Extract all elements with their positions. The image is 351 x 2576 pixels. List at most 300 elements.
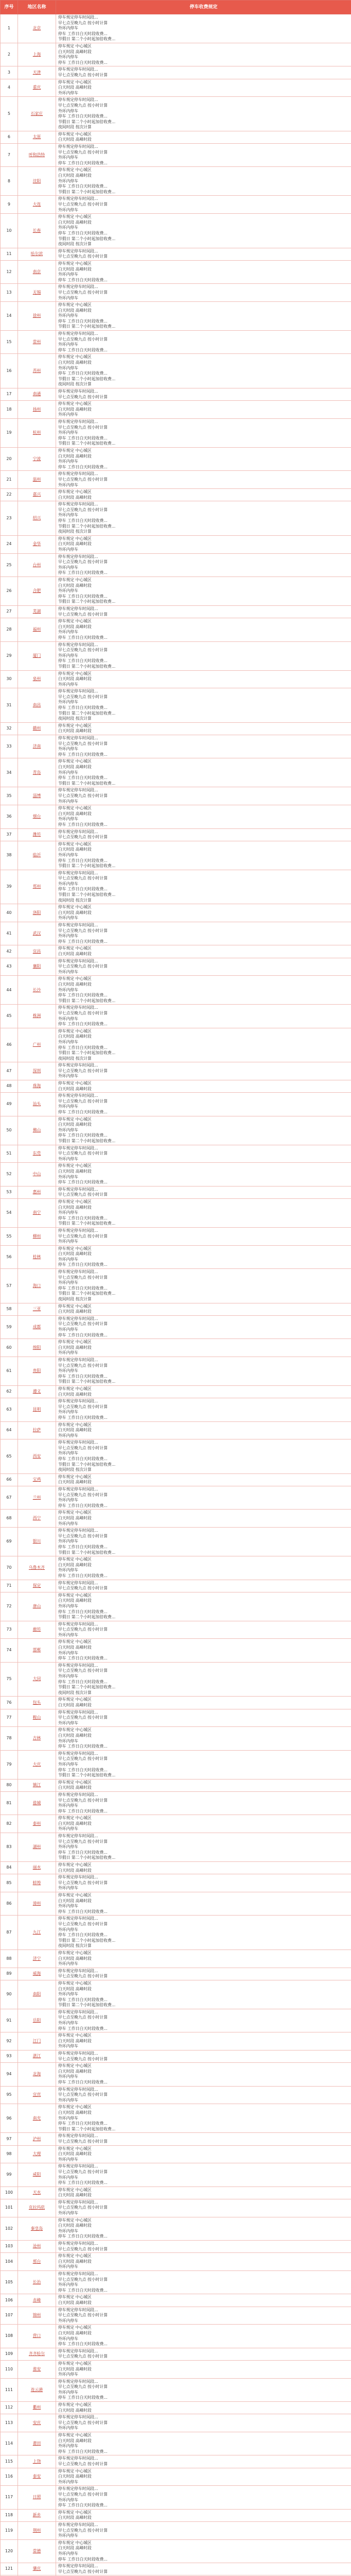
schedule-line: 停车规定停车时间段... <box>58 736 98 741</box>
city-link[interactable]: 莆田 <box>32 2441 41 2446</box>
city-link[interactable]: 兰州 <box>32 1495 41 1500</box>
table-row <box>1 1556 351 1580</box>
row-number: 75 <box>1 1662 18 1697</box>
city-link[interactable]: 拉萨 <box>32 1428 41 1433</box>
city-link[interactable]: 洛阳 <box>32 910 41 915</box>
city-link[interactable]: 泰安 <box>32 2474 41 2479</box>
city-link[interactable]: 上海 <box>32 52 41 57</box>
table-row <box>1 945 351 958</box>
schedule-cell <box>56 131 351 143</box>
city-link[interactable]: 宜昌 <box>32 948 41 954</box>
schedule-line: 外环内停车 <box>58 2211 78 2216</box>
city-link[interactable]: 福州 <box>32 627 41 632</box>
row-number: 74 <box>1 1639 18 1662</box>
city-link[interactable]: 石家庄 <box>30 111 43 116</box>
city-link[interactable]: 济南 <box>32 743 41 749</box>
city-link[interactable]: 蚌埠 <box>32 1880 41 1885</box>
city-link[interactable]: 苏州 <box>32 368 41 373</box>
city-link[interactable]: 扬州 <box>32 406 41 412</box>
city-link[interactable]: 三亚 <box>32 1306 41 1311</box>
city-link[interactable]: 鞍山 <box>32 1715 41 1720</box>
city-cell <box>18 1892 56 1916</box>
city-cell <box>18 2217 56 2240</box>
header-city: 地区名称 <box>18 1 56 14</box>
schedule-line: 早七点至晚九点 按小时计算 <box>58 2528 108 2533</box>
city-cell <box>18 1833 56 1862</box>
city-link[interactable]: 珠海 <box>32 1083 41 1089</box>
schedule-line: 外环内停车 <box>58 630 78 635</box>
city-link[interactable]: 营口 <box>32 2333 41 2338</box>
schedule-cell <box>56 1062 351 1080</box>
schedule-cell <box>56 1697 351 1709</box>
schedule-cell <box>56 1556 351 1580</box>
row-number: 110 <box>1 2360 18 2378</box>
row-number: 18 <box>1 401 18 419</box>
row-number: 58 <box>1 1303 18 1315</box>
schedule-line: 早七点至晚九点 按小时计算 <box>58 425 108 430</box>
city-cell <box>18 14 56 43</box>
schedule-line: 外环内停车 <box>58 295 78 300</box>
city-cell <box>18 2521 56 2539</box>
city-link[interactable]: 郑州 <box>32 884 41 889</box>
schedule-line: 停车 工作日白天时段收费... <box>58 2503 108 2508</box>
schedule-line: 停车规定停车时间段... <box>58 1399 98 1404</box>
schedule-cell <box>56 196 351 214</box>
schedule-line: 停车规定停车时间段... <box>58 471 98 477</box>
city-link[interactable]: 长治 <box>32 2279 41 2284</box>
table-row <box>1 1916 351 1950</box>
schedule-line: 夜间时段 按次计算 <box>58 1297 92 1302</box>
schedule-line: 夜间时段 按次计算 <box>58 897 92 903</box>
city-link[interactable]: 东莞 <box>32 1151 41 1156</box>
schedule-line: 外环内停车 <box>58 881 78 886</box>
row-number: 94 <box>1 2063 18 2086</box>
city-link[interactable]: 昆明 <box>32 1407 41 1412</box>
row-number: 82 <box>1 1815 18 1833</box>
schedule-line: 停车 工作日白天时段收费... <box>58 939 108 944</box>
schedule-line: 停车 工作日白天时段收费... <box>58 570 108 575</box>
schedule-line: 停车规定停车时间段... <box>58 923 98 928</box>
row-number: 92 <box>1 2032 18 2050</box>
city-cell <box>18 1269 56 1303</box>
row-number: 90 <box>1 1980 18 2009</box>
city-link[interactable]: 天津 <box>32 70 41 75</box>
city-cell <box>18 2539 56 2563</box>
table-row <box>1 2050 351 2063</box>
table-row <box>1 758 351 787</box>
city-link[interactable]: 上饶 <box>32 2459 41 2464</box>
schedule-line: 停车 工作日白天时段收费... <box>58 2449 108 2454</box>
table-row <box>1 418 351 447</box>
schedule-line: 外环内停车 <box>58 178 78 183</box>
schedule-line: 白天时段 高峰时段 <box>58 137 92 142</box>
schedule-line: 停车规定 中心城区 <box>58 2510 92 2515</box>
city-cell <box>18 1779 56 1791</box>
schedule-line: 停车规定 中心城区 <box>58 354 92 360</box>
city-link[interactable]: 厦门 <box>32 653 41 658</box>
schedule-line: 外环内停车 <box>58 799 78 804</box>
schedule-line: 白天时段 高峰时段 <box>58 360 92 365</box>
table-row <box>1 2509 351 2521</box>
city-link[interactable]: 日照 <box>32 2495 41 2500</box>
city-link[interactable]: 北京 <box>32 26 41 31</box>
schedule-cell <box>56 553 351 577</box>
schedule-line: 早七点至晚九点 按小时计算 <box>58 2139 108 2144</box>
city-cell <box>18 828 56 841</box>
schedule-line: 外环内停车 <box>58 1738 78 1743</box>
city-cell <box>18 945 56 958</box>
city-link[interactable]: 烟台 <box>32 814 41 819</box>
schedule-cell <box>56 97 351 131</box>
schedule-line: 外环内停车 <box>58 1720 78 1725</box>
city-link[interactable]: 淄博 <box>32 793 41 798</box>
city-link[interactable]: 肇庆 <box>32 2566 41 2571</box>
city-link[interactable]: 济宁 <box>32 1956 41 1961</box>
city-link[interactable]: 绵阳 <box>32 1345 41 1350</box>
schedule-line: 白天时段 高峰时段 <box>58 1251 92 1257</box>
table-row <box>1 1950 351 1968</box>
city-link[interactable]: 海口 <box>32 1283 41 1288</box>
city-link[interactable]: 银川 <box>32 1539 41 1544</box>
city-link[interactable]: 大同 <box>32 1676 41 1682</box>
schedule-cell <box>56 2199 351 2217</box>
schedule-cell <box>56 2050 351 2063</box>
schedule-line: 外环内停车 <box>58 588 78 594</box>
city-link[interactable]: 泸州 <box>32 2136 41 2141</box>
city-cell <box>18 1486 56 1510</box>
schedule-line: 停车规定 中心城区 <box>58 1116 92 1122</box>
schedule-line: 停车 工作日白天时段收费... <box>58 635 108 640</box>
schedule-line: 早七点至晚九点 按小时计算 <box>58 202 108 207</box>
row-number: 35 <box>1 787 18 805</box>
city-link[interactable]: 中山 <box>32 1172 41 1177</box>
schedule-cell <box>56 2325 351 2348</box>
city-cell <box>18 688 56 723</box>
schedule-line: 停车 工作日白天时段收费... <box>58 2556 108 2562</box>
table-row <box>1 97 351 131</box>
schedule-cell <box>56 828 351 841</box>
schedule-line: 外环内停车 <box>58 2444 78 2449</box>
city-link[interactable]: 广州 <box>32 1042 41 1047</box>
city-link[interactable]: 南京 <box>32 269 41 274</box>
city-link[interactable]: 克拉玛依 <box>28 2205 45 2210</box>
city-link[interactable]: 青岛 <box>32 770 41 775</box>
city-link[interactable]: 呼和浩特 <box>28 152 45 157</box>
row-number: 20 <box>1 447 18 470</box>
city-link[interactable]: 北海 <box>32 2072 41 2077</box>
city-link[interactable]: 连云港 <box>30 2387 43 2392</box>
city-link[interactable]: 衢州 <box>32 2405 41 2410</box>
city-link[interactable]: 宜宾 <box>32 2092 41 2097</box>
schedule-line: 白天时段 高峰时段 <box>58 2223 92 2228</box>
city-link[interactable]: 温州 <box>32 477 41 482</box>
city-link[interactable]: 沈阳 <box>32 178 41 183</box>
schedule-line: 外环内停车 <box>58 1257 78 1262</box>
table-row <box>1 2348 351 2360</box>
schedule-line: 外环内停车 <box>58 565 78 570</box>
schedule-line: 停车规定停车时间段... <box>58 829 98 834</box>
city-link[interactable]: 佛山 <box>32 1127 41 1132</box>
city-link[interactable]: 威海 <box>32 1971 41 1976</box>
schedule-line: 停车 工作日白天时段收费... <box>58 60 108 65</box>
city-link[interactable]: 包头 <box>32 1700 41 1705</box>
schedule-line: 外环内停车 <box>58 365 78 370</box>
city-link[interactable]: 杭州 <box>32 430 41 435</box>
city-link[interactable]: 邯郸 <box>32 1648 41 1653</box>
schedule-line: 白天时段 高峰时段 <box>58 1392 92 1397</box>
city-link[interactable]: 武汉 <box>32 930 41 936</box>
city-link[interactable]: 西宁 <box>32 1516 41 1520</box>
row-number: 26 <box>1 577 18 606</box>
city-link[interactable]: 赤峰 <box>32 2297 41 2302</box>
city-link[interactable]: 新乡 <box>32 2513 41 2518</box>
schedule-line: 停车规定 中心城区 <box>58 1862 92 1868</box>
city-link[interactable]: 泰州 <box>32 1821 41 1826</box>
city-link[interactable]: 襄阳 <box>32 964 41 969</box>
table-row <box>1 79 351 97</box>
city-link[interactable]: 南阳 <box>32 1992 41 1997</box>
city-link[interactable]: 嘉兴 <box>32 492 41 497</box>
city-link[interactable]: 保定 <box>32 1583 41 1588</box>
city-cell <box>18 2009 56 2032</box>
schedule-line: 节假日 第二个小时起加倍收费... <box>58 892 116 897</box>
schedule-line: 白天时段 高峰时段 <box>58 2515 92 2520</box>
table-row <box>1 735 351 758</box>
schedule-line: 白天时段 高峰时段 <box>58 1205 92 1210</box>
schedule-cell <box>56 471 351 489</box>
city-link[interactable]: 咸阳 <box>32 2172 41 2177</box>
table-row <box>1 1315 351 1338</box>
city-link[interactable]: 岳阳 <box>32 2018 41 2023</box>
schedule-line: 白天时段 高峰时段 <box>58 624 92 629</box>
city-link[interactable]: 漳州 <box>32 1901 41 1906</box>
row-number: 49 <box>1 1093 18 1116</box>
city-link[interactable]: 太原 <box>32 134 41 140</box>
table-row <box>1 2133 351 2145</box>
schedule-line: 节假日 第二个小时起加倍收费... <box>58 1291 116 1296</box>
city-link[interactable]: 深圳 <box>32 1068 41 1073</box>
schedule-line: 外环内停车 <box>58 1210 78 1215</box>
schedule-line: 停车规定 中心城区 <box>58 167 92 173</box>
schedule-line: 外环内停车 <box>58 1961 78 1967</box>
city-link[interactable]: 常州 <box>32 339 41 344</box>
schedule-line: 停车规定 中心城区 <box>58 2295 92 2300</box>
row-number: 102 <box>1 2217 18 2240</box>
schedule-line: 停车 工作日白天时段收费... <box>58 464 108 469</box>
city-link[interactable]: 廊坊 <box>32 1627 41 1632</box>
schedule-cell <box>56 2348 351 2360</box>
city-link[interactable]: 荆州 <box>32 2528 41 2533</box>
schedule-line: 外环内停车 <box>58 108 78 113</box>
row-number: 9 <box>1 196 18 214</box>
table-row <box>1 2539 351 2563</box>
city-link[interactable]: 贵阳 <box>32 1368 41 1374</box>
city-link[interactable]: 台州 <box>32 562 41 567</box>
schedule-line: 外环内停车 <box>58 547 78 552</box>
city-link[interactable]: 江门 <box>32 2038 41 2043</box>
city-link[interactable]: 金华 <box>32 541 41 547</box>
city-link[interactable]: 芜湖 <box>32 609 41 614</box>
city-link[interactable]: 徐州 <box>32 313 41 318</box>
city-link[interactable]: 大连 <box>32 202 41 207</box>
schedule-line: 早七点至晚九点 按小时计算 <box>58 1233 108 1239</box>
city-link[interactable]: 邢台 <box>32 2259 41 2264</box>
city-link[interactable]: 株洲 <box>32 1013 41 1019</box>
city-link[interactable]: 重庆 <box>32 85 41 90</box>
city-cell <box>18 1339 56 1357</box>
city-link[interactable]: 丽水 <box>32 1865 41 1870</box>
schedule-line: 白天时段 高峰时段 <box>58 1868 92 1873</box>
city-link[interactable]: 吉林 <box>32 1736 41 1741</box>
city-link[interactable]: 镇江 <box>32 1783 41 1788</box>
schedule-cell <box>56 1186 351 1198</box>
schedule-line: 节假日 第二个小时起加倍收费... <box>58 1685 116 1690</box>
city-cell <box>18 1662 56 1697</box>
schedule-line: 停车 工作日白天时段收费... <box>58 1679 108 1684</box>
schedule-line: 停车规定 中心城区 <box>58 2361 92 2366</box>
city-link[interactable]: 安庆 <box>32 2420 41 2425</box>
schedule-cell <box>56 2360 351 2378</box>
city-link[interactable]: 桂林 <box>32 1254 41 1259</box>
schedule-line: 外环内停车 <box>58 1350 78 1355</box>
city-link[interactable]: 南通 <box>32 392 41 397</box>
schedule-line: 外环内停车 <box>58 2426 78 2431</box>
city-link[interactable]: 天水 <box>32 2190 41 2195</box>
city-cell <box>18 922 56 945</box>
city-link[interactable]: 沧州 <box>32 2244 41 2249</box>
row-number: 109 <box>1 2348 18 2360</box>
city-cell <box>18 248 56 260</box>
city-link[interactable]: 常德 <box>32 2548 41 2553</box>
city-cell <box>18 1727 56 1750</box>
schedule-cell <box>56 1580 351 1592</box>
city-link[interactable]: 潍坊 <box>32 832 41 837</box>
table-row <box>1 2271 351 2294</box>
city-link[interactable]: 大理 <box>32 2151 41 2157</box>
city-link[interactable]: 南宁 <box>32 1210 41 1215</box>
city-link[interactable]: 盐城 <box>32 1800 41 1805</box>
schedule-line: 停车 工作日白天时段收费... <box>58 2395 108 2400</box>
schedule-cell <box>56 1028 351 1062</box>
schedule-line: 外环内停车 <box>58 1603 78 1608</box>
city-link[interactable]: 南昌 <box>32 702 41 707</box>
city-link[interactable]: 成都 <box>32 1324 41 1329</box>
city-link[interactable]: 合肥 <box>32 588 41 594</box>
schedule-line: 停车规定停车时间段... <box>58 1621 98 1626</box>
schedule-line: 白天时段 高峰时段 <box>58 1086 92 1091</box>
schedule-cell <box>56 1709 351 1727</box>
row-number: 33 <box>1 735 18 758</box>
schedule-line: 停车规定停车时间段... <box>58 1187 98 1192</box>
row-number: 46 <box>1 1028 18 1062</box>
city-link[interactable]: 淮安 <box>32 2366 41 2371</box>
city-link[interactable]: 唐山 <box>32 1603 41 1608</box>
city-cell <box>18 1028 56 1062</box>
city-link[interactable]: 遵义 <box>32 1389 41 1394</box>
city-link[interactable]: 赣州 <box>32 726 41 731</box>
schedule-line: 夜间时段 按次计算 <box>58 529 92 534</box>
schedule-cell <box>56 302 351 331</box>
schedule-line: 早七点至晚九点 按小时计算 <box>58 1668 108 1673</box>
city-cell <box>18 2563 56 2575</box>
city-link[interactable]: 宝鸡 <box>32 1477 41 1482</box>
schedule-line: 停车规定停车时间段... <box>58 502 98 507</box>
city-link[interactable]: 柳州 <box>32 1233 41 1239</box>
schedule-line: 外环内停车 <box>58 155 78 160</box>
schedule-line: 外环内停车 <box>58 747 78 752</box>
city-link[interactable]: 长春 <box>32 228 41 233</box>
row-number: 3 <box>1 66 18 79</box>
city-link[interactable]: 九江 <box>32 1929 41 1935</box>
city-link[interactable]: 西安 <box>32 1453 41 1459</box>
city-link[interactable]: 汕头 <box>32 1101 41 1107</box>
row-number: 16 <box>1 354 18 388</box>
schedule-line: 停车 工作日白天时段收费... <box>58 1415 108 1420</box>
city-link[interactable]: 长沙 <box>32 987 41 992</box>
city-link[interactable]: 绍兴 <box>32 515 41 520</box>
table-row <box>1 2032 351 2050</box>
city-link[interactable]: 湛江 <box>32 2054 41 2059</box>
city-link[interactable]: 泉州 <box>32 676 41 682</box>
schedule-line: 外环内停车 <box>58 700 78 705</box>
city-cell <box>18 388 56 401</box>
city-link[interactable]: 大庆 <box>32 1761 41 1767</box>
schedule-line: 早七点至晚九点 按小时计算 <box>58 1363 108 1368</box>
table-row <box>1 1779 351 1791</box>
schedule-cell <box>56 1421 351 1439</box>
schedule-line: 早七点至晚九点 按小时计算 <box>58 1404 108 1409</box>
schedule-line: 停车规定 中心城区 <box>58 1557 92 1562</box>
schedule-cell <box>56 2455 351 2468</box>
schedule-line: 停车 工作日白天时段收费... <box>58 1456 108 1462</box>
schedule-line: 外环内停车 <box>58 2372 78 2377</box>
city-link[interactable]: 南充 <box>32 2115 41 2121</box>
table-row <box>1 2199 351 2217</box>
city-cell <box>18 2145 56 2163</box>
schedule-line: 停车规定 中心城区 <box>58 79 92 84</box>
city-link[interactable]: 哈尔滨 <box>30 251 43 257</box>
schedule-line: 停车规定停车时间段... <box>58 2564 98 2569</box>
schedule-line: 停车 工作日白天时段收费... <box>58 1110 108 1115</box>
row-number: 56 <box>1 1245 18 1268</box>
schedule-cell <box>56 388 351 401</box>
row-number: 44 <box>1 976 18 1005</box>
table-row <box>1 2521 351 2539</box>
schedule-line: 白天时段 高峰时段 <box>58 495 92 500</box>
schedule-line: 外环内停车 <box>58 2389 78 2395</box>
city-cell <box>18 1473 56 1486</box>
row-number: 93 <box>1 2050 18 2063</box>
city-link[interactable]: 惠州 <box>32 1190 41 1195</box>
schedule-line: 停车规定 中心城区 <box>58 2402 92 2408</box>
city-link[interactable]: 秦皇岛 <box>30 2226 43 2231</box>
schedule-line: 停车规定停车时间段... <box>58 15 98 20</box>
city-link[interactable]: 临沂 <box>32 852 41 857</box>
row-number: 71 <box>1 1580 18 1592</box>
city-link[interactable]: 湖州 <box>32 1844 41 1850</box>
city-link[interactable]: 宁波 <box>32 456 41 461</box>
city-link[interactable]: 无锡 <box>32 290 41 295</box>
table-row <box>1 2563 351 2575</box>
schedule-line: 外环内停车 <box>58 1521 78 1526</box>
schedule-line: 停车规定停车时间段... <box>58 958 98 963</box>
city-link[interactable]: 乌鲁木齐 <box>28 1565 45 1570</box>
table-row <box>1 1303 351 1315</box>
schedule-line: 停车 工作日白天时段收费... <box>58 1767 108 1772</box>
row-number: 64 <box>1 1421 18 1439</box>
city-link[interactable]: 锦州 <box>32 2313 41 2318</box>
city-link[interactable]: 齐齐哈尔 <box>28 2351 45 2357</box>
